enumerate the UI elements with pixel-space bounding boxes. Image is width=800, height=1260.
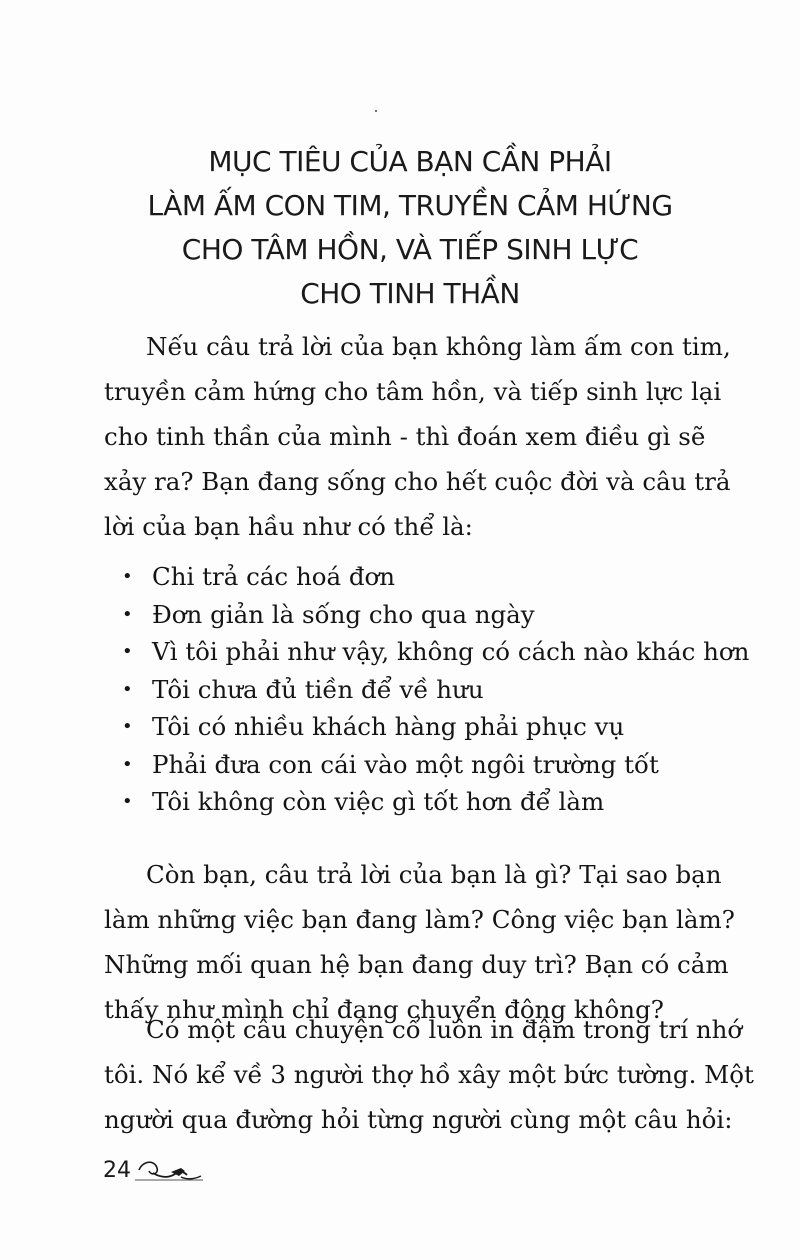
paragraph-line: lời của bạn hầu như có thể là: [104,512,473,541]
paragraph-line: Có một câu chuyện cổ luôn in đậm trong trí nhớ [146,1015,743,1044]
print-speck [375,110,377,112]
answer-bullet-list [118,558,749,821]
heading-line: MỤC TIÊU CỦA BẠN CẦN PHẢI [208,145,612,178]
flourish-ornament-icon [135,1158,205,1189]
paragraph-line: truyền cảm hứng cho tâm hồn, và tiếp sinh lực lại [104,377,722,406]
paragraph-line: cho tinh thần của mình - thì đoán xem điều gì sẽ [104,422,706,451]
chapter-heading [80,140,740,316]
paragraph-story [104,1007,754,1142]
paragraph-line: Những mối quan hệ bạn đang duy trì? Bạn có cảm [104,950,729,979]
paragraph-line: người qua đường hỏi từng người cùng một câu hỏi: [104,1105,733,1134]
bullet-item: • Đơn giản là sống cho qua ngày [118,596,749,634]
bullet-item: • Tôi chưa đủ tiền để về hưu [118,671,749,709]
paragraph-intro [104,324,731,549]
heading-line: LÀM ẤM CON TIM, TRUYỀN CẢM HỨNG [147,189,673,222]
paragraph-line: xảy ra? Bạn đang sống cho hết cuộc đời và câu trả [104,467,731,496]
paragraph-line: Nếu câu trả lời của bạn không làm ấm con tim, [146,332,731,361]
paragraph-line: tôi. Nó kể về 3 người thợ hồ xây một bức tường. Một [104,1060,754,1089]
heading-line: CHO TÂM HỒN, VÀ TIẾP SINH LỰC [181,233,639,266]
bullet-item: • Chi trả các hoá đơn [118,558,749,596]
bullet-item: • Phải đưa con cái vào một ngôi trường tốt [118,746,749,784]
bullet-item: • Vì tôi phải như vậy, không có cách nào khác hơn [118,633,749,671]
bullet-item: • Tôi có nhiều khách hàng phải phục vụ [118,708,749,746]
paragraph-line: thấy như mình chỉ đang chuyển động không? [104,995,664,1024]
paragraph-question [104,852,735,1032]
bullet-item: • Tôi không còn việc gì tốt hơn để làm [118,783,749,821]
paragraph-line: Còn bạn, câu trả lời của bạn là gì? Tại sao bạn [146,860,722,889]
page-footer [103,1158,223,1190]
paragraph-line: làm những việc bạn đang làm? Công việc bạn làm? [104,905,735,934]
page-number: 24 [103,1158,131,1183]
heading-line: CHO TINH THẦN [300,277,520,310]
